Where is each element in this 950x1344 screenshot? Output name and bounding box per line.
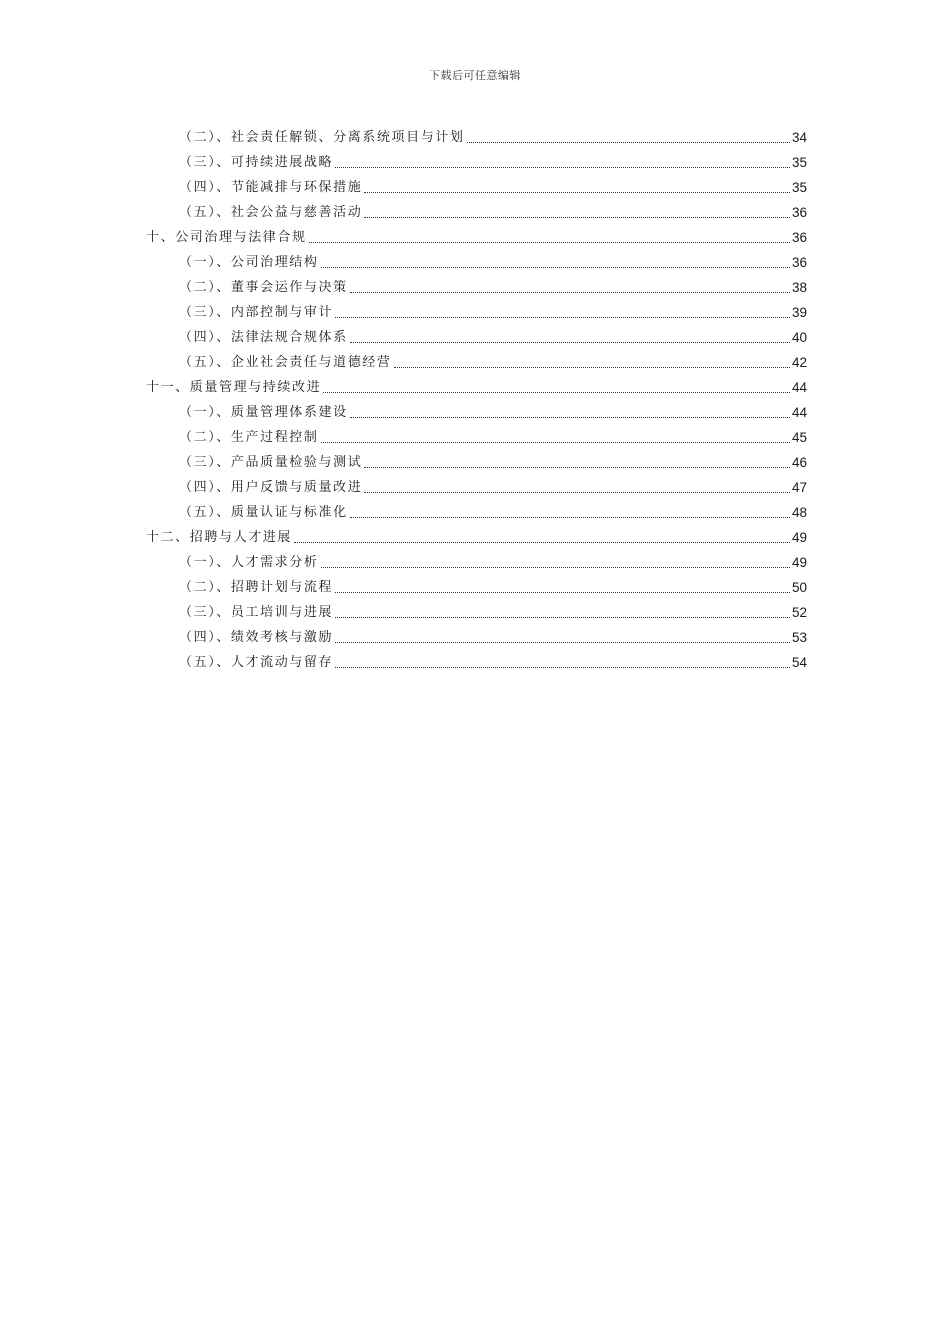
toc-entry-title: （四）、法律法规合规体系 <box>179 330 348 345</box>
page-header: 下载后可任意编辑 <box>429 69 521 82</box>
toc-entry-title: （二）、董事会运作与决策 <box>179 280 348 295</box>
toc-page-number: 36 <box>791 255 807 270</box>
toc-dot-leader <box>364 191 790 193</box>
toc-page-number: 42 <box>791 355 807 370</box>
toc-dot-leader <box>364 491 790 493</box>
toc-section-entry[interactable] <box>146 625 807 650</box>
toc-entry-title: 十、公司治理与法律合规 <box>146 230 307 245</box>
toc-section-entry[interactable] <box>146 125 807 150</box>
toc-section-entry[interactable] <box>146 175 807 200</box>
toc-chapter-entry[interactable] <box>146 225 807 250</box>
toc-page-number: 35 <box>791 180 807 195</box>
toc-entry-title: （五）、质量认证与标准化 <box>179 505 348 520</box>
toc-dot-leader <box>335 166 790 168</box>
toc-section-entry[interactable] <box>146 550 807 575</box>
toc-section-entry[interactable] <box>146 425 807 450</box>
toc-page-number: 49 <box>791 555 807 570</box>
toc-entry-title: （三）、产品质量检验与测试 <box>179 455 363 470</box>
toc-dot-leader <box>335 591 790 593</box>
toc-entry-title: （二）、招聘计划与流程 <box>179 580 334 595</box>
toc-page-number: 48 <box>791 505 807 520</box>
toc-section-entry[interactable] <box>146 475 807 500</box>
toc-dot-leader <box>350 416 790 418</box>
toc-entry-title: （五）、人才流动与留存 <box>179 655 334 670</box>
toc-entry-title: （四）、绩效考核与激励 <box>179 630 334 645</box>
toc-section-entry[interactable] <box>146 200 807 225</box>
toc-entry-title: （一）、人才需求分析 <box>179 555 319 570</box>
toc-section-entry[interactable] <box>146 350 807 375</box>
toc-entry-title: 十一、质量管理与持续改进 <box>146 380 322 395</box>
toc-dot-leader <box>350 516 790 518</box>
toc-entry-title: （一）、公司治理结构 <box>179 255 319 270</box>
table-of-contents <box>146 125 807 675</box>
toc-section-entry[interactable] <box>146 500 807 525</box>
toc-section-entry[interactable] <box>146 325 807 350</box>
toc-section-entry[interactable] <box>146 300 807 325</box>
toc-section-entry[interactable] <box>146 450 807 475</box>
toc-chapter-entry[interactable] <box>146 375 807 400</box>
toc-section-entry[interactable] <box>146 150 807 175</box>
toc-entry-title: （一）、质量管理体系建设 <box>179 405 348 420</box>
toc-dot-leader <box>364 466 790 468</box>
toc-dot-leader <box>335 666 790 668</box>
toc-dot-leader <box>335 641 790 643</box>
toc-entry-title: （二）、社会责任解锁、分离系统项目与计划 <box>179 130 465 145</box>
toc-page-number: 44 <box>791 380 807 395</box>
toc-page-number: 36 <box>791 230 807 245</box>
toc-entry-title: （五）、社会公益与慈善活动 <box>179 205 363 220</box>
toc-entry-title: （四）、节能减排与环保措施 <box>179 180 363 195</box>
toc-dot-leader <box>321 566 790 568</box>
toc-dot-leader <box>364 216 790 218</box>
toc-entry-title: （三）、员工培训与进展 <box>179 605 334 620</box>
toc-page-number: 49 <box>791 530 807 545</box>
toc-dot-leader <box>309 241 790 243</box>
toc-chapter-entry[interactable] <box>146 525 807 550</box>
toc-page-number: 39 <box>791 305 807 320</box>
toc-dot-leader <box>335 616 790 618</box>
toc-entry-title: （二）、生产过程控制 <box>179 430 319 445</box>
toc-page-number: 38 <box>791 280 807 295</box>
toc-page-number: 34 <box>791 130 807 145</box>
toc-page-number: 52 <box>791 605 807 620</box>
toc-dot-leader <box>323 391 790 393</box>
toc-section-entry[interactable] <box>146 575 807 600</box>
toc-dot-leader <box>294 541 790 543</box>
toc-dot-leader <box>394 366 790 368</box>
toc-page-number: 50 <box>791 580 807 595</box>
toc-dot-leader <box>335 316 790 318</box>
toc-page-number: 46 <box>791 455 807 470</box>
toc-entry-title: 十二、招聘与人才进展 <box>146 530 293 545</box>
toc-entry-title: （三）、内部控制与审计 <box>179 305 334 320</box>
toc-section-entry[interactable] <box>146 600 807 625</box>
toc-page-number: 53 <box>791 630 807 645</box>
toc-page-number: 45 <box>791 430 807 445</box>
toc-page-number: 47 <box>791 480 807 495</box>
toc-section-entry[interactable] <box>146 250 807 275</box>
toc-dot-leader <box>321 441 790 443</box>
toc-page-number: 36 <box>791 205 807 220</box>
toc-section-entry[interactable] <box>146 400 807 425</box>
toc-dot-leader <box>350 291 790 293</box>
toc-dot-leader <box>321 266 790 268</box>
toc-section-entry[interactable] <box>146 275 807 300</box>
toc-page-number: 44 <box>791 405 807 420</box>
toc-page-number: 35 <box>791 155 807 170</box>
toc-section-entry[interactable] <box>146 650 807 675</box>
toc-entry-title: （五）、企业社会责任与道德经营 <box>179 355 392 370</box>
toc-page-number: 40 <box>791 330 807 345</box>
toc-dot-leader <box>467 141 790 143</box>
toc-entry-title: （四）、用户反馈与质量改进 <box>179 480 363 495</box>
toc-dot-leader <box>350 341 790 343</box>
toc-entry-title: （三）、可持续进展战略 <box>179 155 334 170</box>
toc-page-number: 54 <box>791 655 807 670</box>
